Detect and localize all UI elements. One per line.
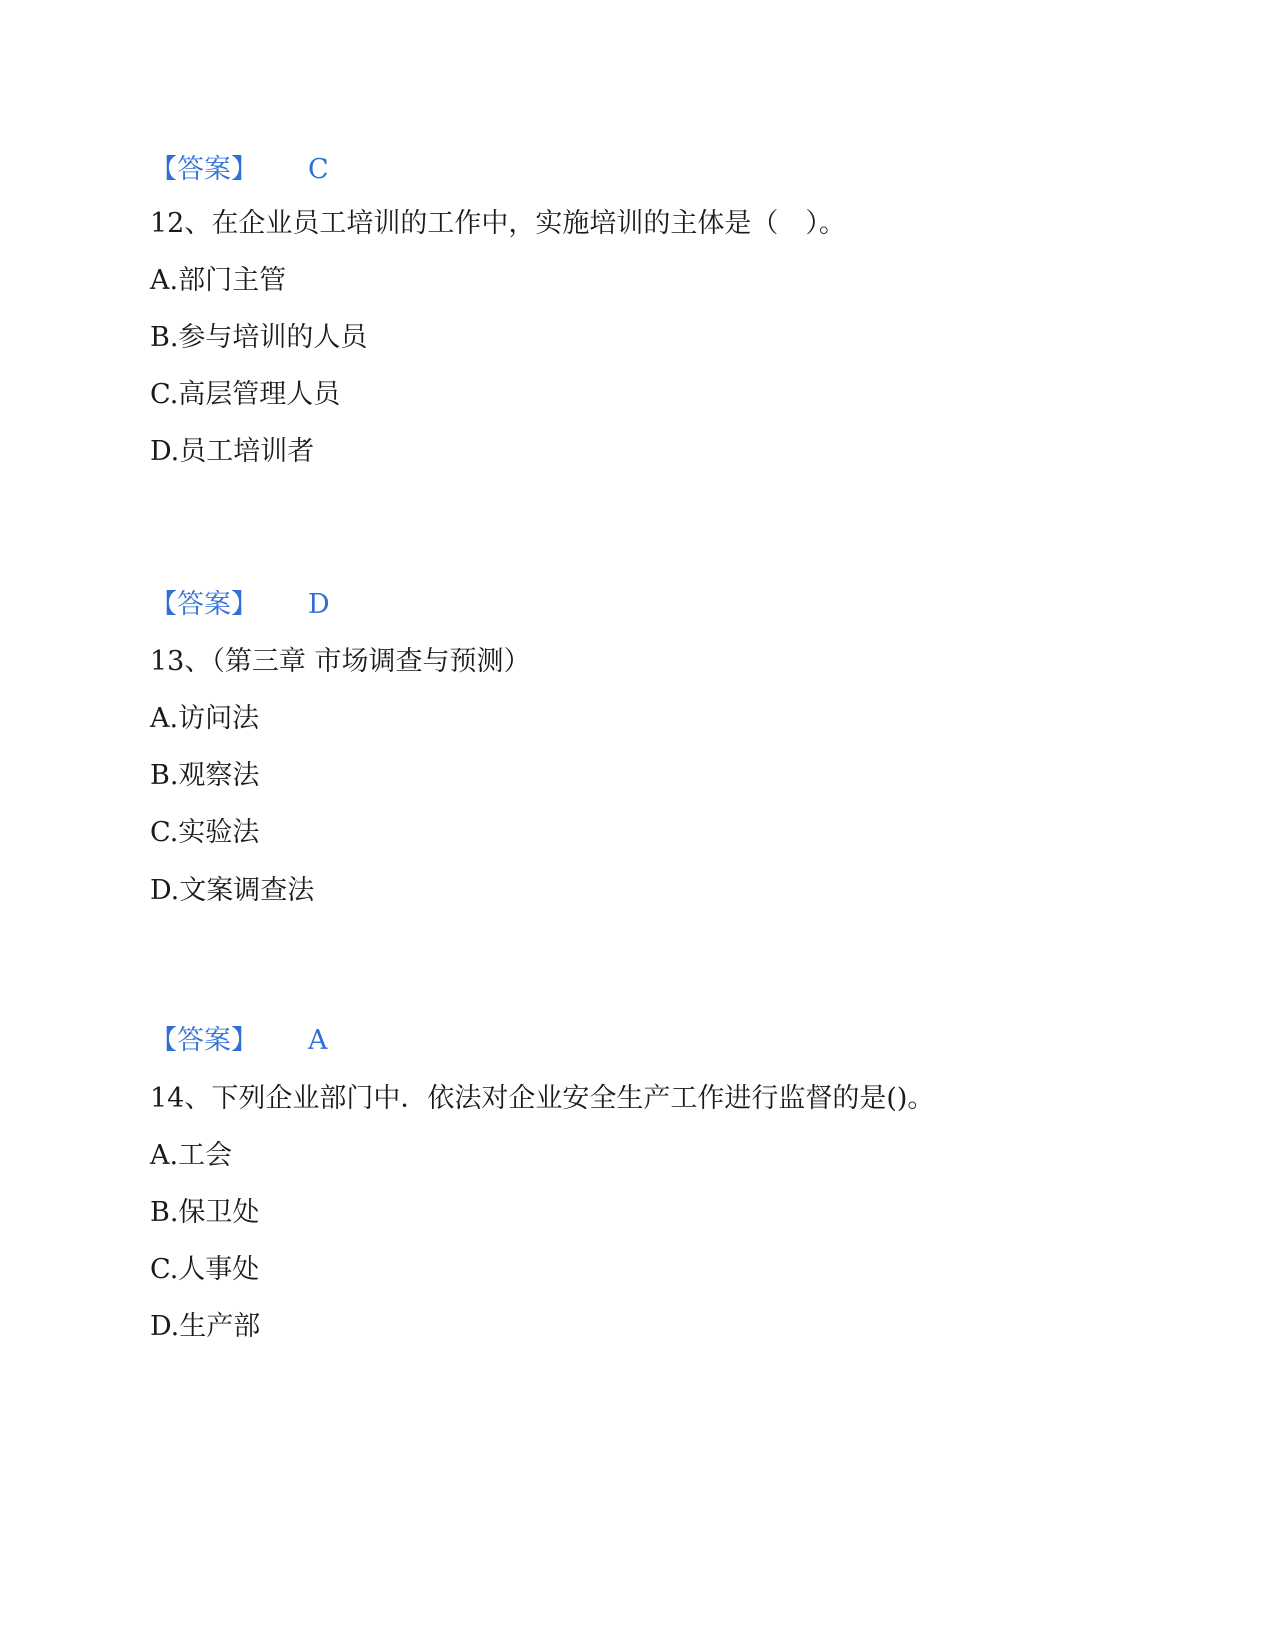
question-stem-12: 12、在企业员工培训的工作中，实施培训的主体是（ ）。 — [150, 208, 846, 239]
answer-value: A — [308, 1025, 328, 1056]
option-a: A.工会 — [150, 1140, 233, 1171]
answer-line-1 — [150, 153, 329, 187]
answer-label: 【答案】 — [150, 589, 258, 620]
option-b: B.观察法 — [150, 760, 260, 791]
answer-line-2 — [150, 588, 330, 622]
answer-line-3 — [150, 1024, 328, 1058]
answer-label: 【答案】 — [150, 154, 258, 185]
option-d: D.文案调查法 — [150, 875, 315, 906]
option-a: A.访问法 — [150, 703, 260, 734]
option-c: C.实验法 — [150, 817, 260, 848]
answer-value: D — [308, 589, 330, 620]
question-stem-13: 13、（第三章 市场调查与预测） — [150, 646, 531, 677]
answer-value: C — [308, 154, 329, 185]
option-b: B.保卫处 — [150, 1197, 260, 1228]
question-stem-14: 14、下列企业部门中．依法对企业安全生产工作进行监督的是()。 — [150, 1083, 935, 1114]
option-d: D.生产部 — [150, 1311, 261, 1342]
option-d: D.员工培训者 — [150, 436, 315, 467]
option-c: C.高层管理人员 — [150, 379, 341, 410]
option-b: B.参与培训的人员 — [150, 322, 368, 353]
answer-label: 【答案】 — [150, 1025, 258, 1056]
option-c: C.人事处 — [150, 1254, 260, 1285]
option-a: A.部门主管 — [150, 265, 287, 296]
